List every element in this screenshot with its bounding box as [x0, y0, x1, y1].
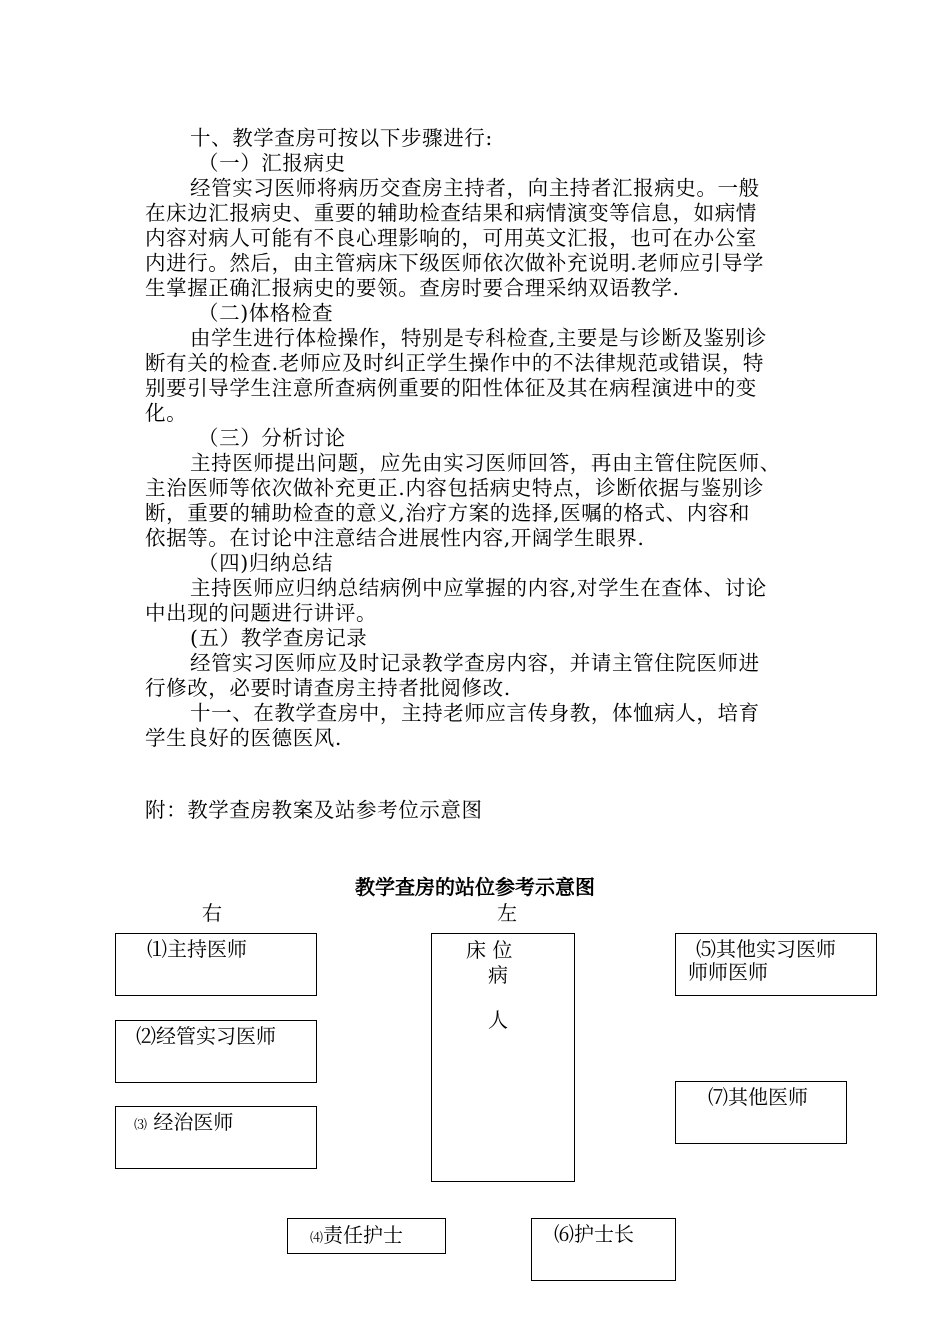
paragraph-line: 学生良好的医德医风. [145, 726, 343, 750]
patient-label-2: 人 [488, 1008, 508, 1032]
station-number: ⑺ [708, 1085, 728, 1109]
paragraph-line: 化。 [145, 401, 188, 425]
paragraph-line: 中出现的问题进行讲评。 [145, 601, 378, 625]
subheading-1: （一）汇报病史 [198, 151, 346, 175]
subheading-3: （三）分析讨论 [198, 426, 346, 450]
paragraph-line: 由学生进行体检操作，特别是专科检查,主要是与诊断及鉴别诊 [190, 326, 767, 350]
section-heading-11: 十一、在教学查房中，主持老师应言传身教，体恤病人，培育 [190, 701, 760, 725]
station-box-intern [115, 1020, 317, 1083]
patient-label-1: 病 [488, 963, 508, 987]
station-role: 护士长 [574, 1222, 634, 1246]
paragraph-line: 经管实习医师将病历交查房主持者，向主持者汇报病史。一般 [190, 176, 760, 200]
station-role-line2: 师师医师 [688, 960, 768, 984]
paragraph-line: 行修改，必要时请查房主持者批阅修改. [145, 676, 511, 700]
bed-label: 床 位 [466, 938, 513, 962]
paragraph-line: 别要引导学生注意所查病例重要的阳性体征及其在病程演进中的变 [145, 376, 757, 400]
station-number: ⑸ [696, 937, 716, 961]
station-role: 主持医师 [167, 937, 247, 961]
paragraph-line: 生掌握正确汇报病史的要领。查房时要合理采纳双语教学. [145, 276, 680, 300]
station-number: ⑹ [554, 1222, 574, 1246]
station-role: 其他实习医师 [716, 937, 836, 961]
right-side-label: 右 [202, 901, 222, 925]
station-number: ⑵ [136, 1024, 156, 1048]
paragraph-line: 依据等。在讨论中注意结合进展性内容,开阔学生眼界. [145, 526, 645, 550]
paragraph-line: 内进行。然后，由主管病床下级医师依次做补充说明.老师应引导学 [145, 251, 765, 275]
appendix-note: 附：教学查房教案及站参考位示意图 [145, 798, 483, 822]
station-box-nurse [287, 1218, 446, 1254]
paragraph-line: 主持医师提出问题，应先由实习医师回答，再由主管住院医师、 [190, 451, 781, 475]
station-box-other-interns [675, 933, 877, 996]
station-box-attending [115, 933, 317, 996]
section-heading-10: 十、教学查房可按以下步骤进行: [190, 126, 493, 150]
left-side-label: 左 [497, 901, 517, 925]
paragraph-line: 主持医师应归纳总结病例中应掌握的内容,对学生在查体、讨论 [190, 576, 767, 600]
station-number: ⑷ [310, 1231, 324, 1246]
station-box-other-physicians [675, 1081, 847, 1144]
station-box-resident [115, 1106, 317, 1169]
patient-bed [431, 933, 575, 1182]
paragraph-line: 内容对病人可能有不良心理影响的，可用英文汇报，也可在办公室 [145, 226, 757, 250]
paragraph-line: 断，重要的辅助检查的意义,治疗方案的选择,医嘱的格式、内容和 [145, 501, 751, 525]
paragraph-line: 断有关的检查.老师应及时纠正学生操作中的不法律规范或错误，特 [145, 351, 765, 375]
subheading-5: (五）教学查房记录 [190, 626, 368, 650]
station-role: 责任护士 [323, 1223, 404, 1247]
station-role: 其他医师 [728, 1085, 808, 1109]
station-number: ⑴ [147, 937, 167, 961]
station-number: ⑶ [134, 1118, 148, 1133]
paragraph-line: 在床边汇报病史、重要的辅助检查结果和病情演变等信息，如病情 [145, 201, 757, 225]
station-role: 经管实习医师 [156, 1024, 276, 1048]
station-role: 经治医师 [147, 1110, 234, 1134]
station-box-head-nurse [531, 1218, 676, 1281]
paragraph-line: 主治医师等依次做补充更正.内容包括病史特点，诊断依据与鉴别诊 [145, 476, 765, 500]
paragraph-line: 经管实习医师应及时记录教学查房内容，并请主管住院医师进 [190, 651, 760, 675]
diagram-title: 教学查房的站位参考示意图 [355, 875, 595, 899]
subheading-2: （二)体格检查 [198, 301, 334, 325]
subheading-4: （四)归纳总结 [198, 551, 334, 575]
